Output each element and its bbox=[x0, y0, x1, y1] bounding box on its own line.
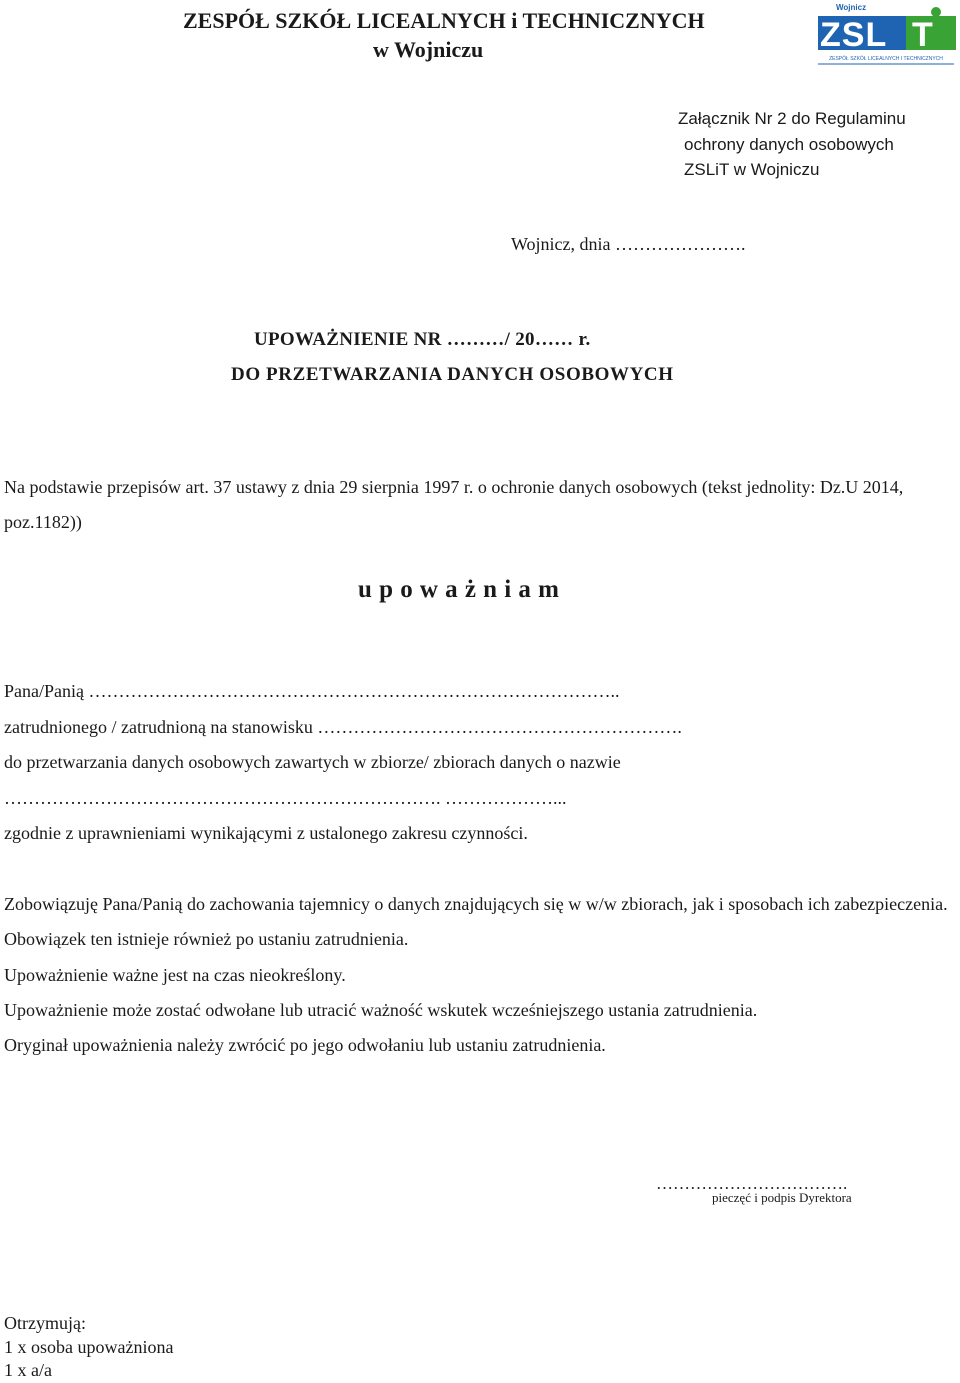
person-field: Pana/Panią …………………………………………………………………………….. bbox=[4, 681, 620, 701]
logo-letters-t: T bbox=[912, 16, 933, 54]
collection-field: ………………………………………………………………. ………………... bbox=[4, 787, 567, 808]
document-title-line2: DO PRZETWARZANIA DANYCH OSOBOWYCH bbox=[231, 364, 674, 385]
legal-basis: Na podstawie przepisów art. 37 ustawy z dnia 29 sierpnia 1997 r. o ochronie danych osobowych (tekst jednolity: Dz.U 2014, poz.1182)) bbox=[4, 477, 904, 532]
scope-text: zgodnie z uprawnieniami wynikającymi z ustalonego zakresu czynności. bbox=[4, 823, 528, 843]
annex-line2: ochrony danych osobowych bbox=[684, 134, 894, 154]
recipients-heading: Otrzymują: bbox=[4, 1313, 86, 1333]
obligations bbox=[4, 887, 949, 1063]
school-logo-graphic bbox=[812, 0, 960, 70]
school-logo bbox=[812, 0, 960, 70]
document-title-line1: UPOWAŻNIENIE NR ………/ 20…… r. bbox=[254, 329, 591, 350]
position-field: zatrudnionego / zatrudnioną na stanowisku ……………………………………………………. bbox=[4, 716, 682, 737]
obligation-validity: Upoważnienie ważne jest na czas nieokreślony. bbox=[4, 964, 346, 985]
school-name bbox=[183, 6, 713, 64]
school-name-line2: w Wojniczu bbox=[373, 37, 484, 62]
logo-bottom-text: ZESPÓŁ SZKÓŁ LICEALNYCH I TECHNICZNYCH bbox=[829, 56, 943, 62]
recipients bbox=[4, 1312, 173, 1383]
obligation-confidentiality: Zobowiązuję Pana/Panią do zachowania tajemnicy o danych znajdujących się w w/w zbiorach, jak i sposobach ich zabezpieczenia. Obowiązek ten istnieje również po ustaniu zatrudnienia. bbox=[4, 894, 948, 950]
school-name-line1: ZESPÓŁ SZKÓŁ LICEALNYCH i TECHNICZNYCH bbox=[183, 8, 705, 33]
annex-line1: Załącznik Nr 2 do Regulaminu bbox=[678, 109, 906, 128]
authorization-fields bbox=[4, 674, 682, 852]
obligation-revocation: Upoważnienie może zostać odwołane lub utracić ważność wskutek wcześniejszego ustania zatrudnienia. bbox=[4, 999, 758, 1020]
annex-note bbox=[678, 106, 906, 183]
annex-line3: ZSLiT w Wojniczu bbox=[684, 160, 820, 179]
authorize-heading: upoważniam bbox=[358, 576, 567, 603]
logo-top-text: Wojnicz bbox=[836, 3, 867, 12]
recipient-item-1: 1 x osoba upoważniona bbox=[4, 1336, 174, 1357]
logo-letters: ZSL bbox=[820, 16, 888, 54]
obligation-return: Oryginał upoważnienia należy zwrócić po jego odwołaniu lub ustaniu zatrudnienia. bbox=[4, 1035, 606, 1056]
place-date: Wojnicz, dnia …………………. bbox=[511, 234, 746, 254]
collection-intro: do przetwarzania danych osobowych zawartych w zbiorze/ zbiorach danych o nazwie bbox=[4, 752, 621, 772]
signature-line: ……………………………. bbox=[656, 1174, 848, 1193]
signature-caption: pieczęć i podpis Dyrektora bbox=[712, 1190, 852, 1205]
recipient-item-2: 1 x a/a bbox=[4, 1360, 52, 1380]
